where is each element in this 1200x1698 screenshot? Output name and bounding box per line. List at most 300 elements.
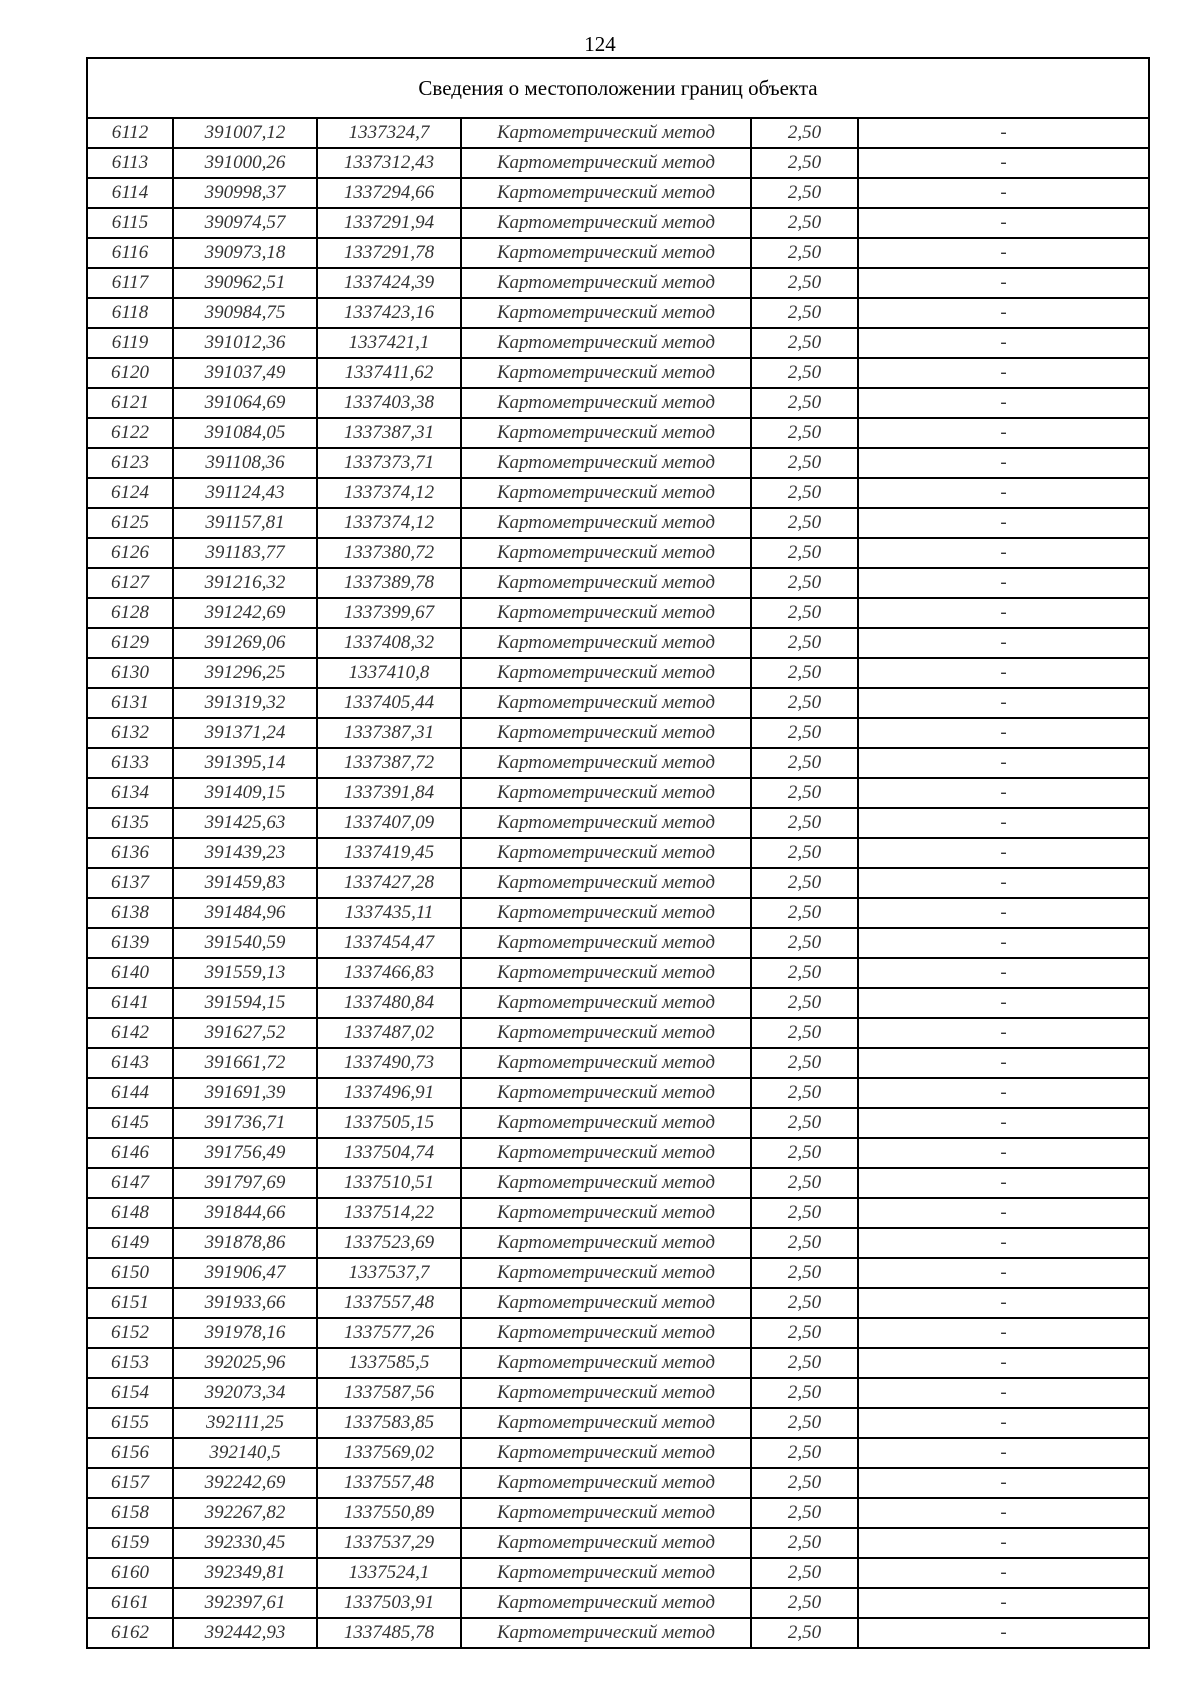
coord-x-cell: 390973,18: [173, 238, 317, 268]
table-row: [87, 388, 1149, 418]
error-cell: 2,50: [751, 148, 858, 178]
table-row: [87, 1378, 1149, 1408]
coord-x-cell: 391797,69: [173, 1168, 317, 1198]
table-row: [87, 1318, 1149, 1348]
table-row: [87, 1258, 1149, 1288]
table-row: [87, 1078, 1149, 1108]
note-cell: -: [858, 208, 1149, 238]
error-cell: 2,50: [751, 478, 858, 508]
table-row: [87, 868, 1149, 898]
coord-y-cell: 1337557,48: [317, 1468, 461, 1498]
table-row: [87, 448, 1149, 478]
table-row: [87, 478, 1149, 508]
table-row: [87, 1138, 1149, 1168]
method-cell: Картометрический метод: [461, 1468, 751, 1498]
error-cell: 2,50: [751, 808, 858, 838]
error-cell: 2,50: [751, 1498, 858, 1528]
table-row: [87, 838, 1149, 868]
table-title-row: [87, 58, 1149, 118]
table-row: [87, 568, 1149, 598]
method-cell: Картометрический метод: [461, 838, 751, 868]
point-number-cell: 6114: [87, 178, 173, 208]
point-number-cell: 6128: [87, 598, 173, 628]
point-number-cell: 6142: [87, 1018, 173, 1048]
coord-y-cell: 1337324,7: [317, 118, 461, 148]
table-row: [87, 748, 1149, 778]
note-cell: -: [858, 1048, 1149, 1078]
coord-y-cell: 1337312,43: [317, 148, 461, 178]
error-cell: 2,50: [751, 1198, 858, 1228]
coord-y-cell: 1337380,72: [317, 538, 461, 568]
table-row: [87, 1198, 1149, 1228]
table-row: [87, 1288, 1149, 1318]
point-number-cell: 6154: [87, 1378, 173, 1408]
note-cell: -: [858, 778, 1149, 808]
coord-y-cell: 1337424,39: [317, 268, 461, 298]
note-cell: -: [858, 718, 1149, 748]
coord-x-cell: 391319,32: [173, 688, 317, 718]
method-cell: Картометрический метод: [461, 1498, 751, 1528]
table-row: [87, 778, 1149, 808]
table-title: Сведения о местоположении границ объекта: [87, 58, 1149, 118]
note-cell: -: [858, 328, 1149, 358]
point-number-cell: 6137: [87, 868, 173, 898]
coord-y-cell: 1337537,29: [317, 1528, 461, 1558]
coord-y-cell: 1337485,78: [317, 1618, 461, 1648]
coord-x-cell: 391108,36: [173, 448, 317, 478]
coord-x-cell: 392330,45: [173, 1528, 317, 1558]
table-row: [87, 928, 1149, 958]
point-number-cell: 6115: [87, 208, 173, 238]
coord-y-cell: 1337514,22: [317, 1198, 461, 1228]
error-cell: 2,50: [751, 688, 858, 718]
note-cell: -: [858, 1618, 1149, 1648]
note-cell: -: [858, 238, 1149, 268]
note-cell: -: [858, 688, 1149, 718]
error-cell: 2,50: [751, 328, 858, 358]
method-cell: Картометрический метод: [461, 568, 751, 598]
coord-x-cell: 391627,52: [173, 1018, 317, 1048]
table-row: [87, 598, 1149, 628]
error-cell: 2,50: [751, 1408, 858, 1438]
method-cell: Картометрический метод: [461, 958, 751, 988]
error-cell: 2,50: [751, 988, 858, 1018]
error-cell: 2,50: [751, 928, 858, 958]
point-number-cell: 6116: [87, 238, 173, 268]
error-cell: 2,50: [751, 1528, 858, 1558]
coord-x-cell: 391216,32: [173, 568, 317, 598]
coord-x-cell: 391594,15: [173, 988, 317, 1018]
coord-x-cell: 392025,96: [173, 1348, 317, 1378]
note-cell: -: [858, 1588, 1149, 1618]
point-number-cell: 6130: [87, 658, 173, 688]
method-cell: Картометрический метод: [461, 1018, 751, 1048]
note-cell: -: [858, 1318, 1149, 1348]
point-number-cell: 6140: [87, 958, 173, 988]
coord-x-cell: 391395,14: [173, 748, 317, 778]
table-row: [87, 178, 1149, 208]
method-cell: Картометрический метод: [461, 1588, 751, 1618]
point-number-cell: 6133: [87, 748, 173, 778]
coord-x-cell: 391878,86: [173, 1228, 317, 1258]
coord-x-cell: 391978,16: [173, 1318, 317, 1348]
method-cell: Картометрический метод: [461, 1618, 751, 1648]
coord-y-cell: 1337435,11: [317, 898, 461, 928]
table-row: [87, 1108, 1149, 1138]
point-number-cell: 6146: [87, 1138, 173, 1168]
coord-x-cell: 392442,93: [173, 1618, 317, 1648]
note-cell: -: [858, 478, 1149, 508]
table-row: [87, 268, 1149, 298]
coord-x-cell: 391756,49: [173, 1138, 317, 1168]
method-cell: Картометрический метод: [461, 928, 751, 958]
table-row: [87, 1408, 1149, 1438]
coord-x-cell: 391844,66: [173, 1198, 317, 1228]
error-cell: 2,50: [751, 1558, 858, 1588]
method-cell: Картометрический метод: [461, 418, 751, 448]
coord-y-cell: 1337503,91: [317, 1588, 461, 1618]
point-number-cell: 6156: [87, 1438, 173, 1468]
table-row: [87, 1228, 1149, 1258]
coord-x-cell: 391037,49: [173, 358, 317, 388]
coord-x-cell: 391000,26: [173, 148, 317, 178]
method-cell: Картометрический метод: [461, 778, 751, 808]
coord-x-cell: 391183,77: [173, 538, 317, 568]
error-cell: 2,50: [751, 838, 858, 868]
note-cell: -: [858, 1438, 1149, 1468]
coord-y-cell: 1337490,73: [317, 1048, 461, 1078]
point-number-cell: 6155: [87, 1408, 173, 1438]
coord-x-cell: 391269,06: [173, 628, 317, 658]
coord-x-cell: 390962,51: [173, 268, 317, 298]
method-cell: Картометрический метод: [461, 1198, 751, 1228]
coord-y-cell: 1337419,45: [317, 838, 461, 868]
coord-x-cell: 391459,83: [173, 868, 317, 898]
method-cell: Картометрический метод: [461, 1228, 751, 1258]
method-cell: Картометрический метод: [461, 208, 751, 238]
table-row: [87, 808, 1149, 838]
point-number-cell: 6122: [87, 418, 173, 448]
coord-y-cell: 1337569,02: [317, 1438, 461, 1468]
point-number-cell: 6120: [87, 358, 173, 388]
coord-x-cell: 391933,66: [173, 1288, 317, 1318]
coord-y-cell: 1337550,89: [317, 1498, 461, 1528]
method-cell: Картометрический метод: [461, 148, 751, 178]
error-cell: 2,50: [751, 1078, 858, 1108]
coord-y-cell: 1337427,28: [317, 868, 461, 898]
coord-y-cell: 1337294,66: [317, 178, 461, 208]
point-number-cell: 6161: [87, 1588, 173, 1618]
method-cell: Картометрический метод: [461, 1138, 751, 1168]
method-cell: Картометрический метод: [461, 388, 751, 418]
note-cell: -: [858, 658, 1149, 688]
error-cell: 2,50: [751, 1018, 858, 1048]
error-cell: 2,50: [751, 628, 858, 658]
method-cell: Картометрический метод: [461, 598, 751, 628]
method-cell: Картометрический метод: [461, 868, 751, 898]
table-row: [87, 1438, 1149, 1468]
point-number-cell: 6162: [87, 1618, 173, 1648]
note-cell: -: [858, 808, 1149, 838]
coord-x-cell: 391157,81: [173, 508, 317, 538]
coord-x-cell: 391425,63: [173, 808, 317, 838]
point-number-cell: 6159: [87, 1528, 173, 1558]
note-cell: -: [858, 1288, 1149, 1318]
note-cell: -: [858, 748, 1149, 778]
point-number-cell: 6152: [87, 1318, 173, 1348]
note-cell: -: [858, 1138, 1149, 1168]
coord-x-cell: 391124,43: [173, 478, 317, 508]
coord-x-cell: 392267,82: [173, 1498, 317, 1528]
point-number-cell: 6124: [87, 478, 173, 508]
coord-y-cell: 1337524,1: [317, 1558, 461, 1588]
note-cell: -: [858, 358, 1149, 388]
point-number-cell: 6150: [87, 1258, 173, 1288]
table-row: [87, 1048, 1149, 1078]
error-cell: 2,50: [751, 1348, 858, 1378]
error-cell: 2,50: [751, 538, 858, 568]
table-row: [87, 658, 1149, 688]
error-cell: 2,50: [751, 598, 858, 628]
note-cell: -: [858, 1168, 1149, 1198]
point-number-cell: 6123: [87, 448, 173, 478]
coord-y-cell: 1337407,09: [317, 808, 461, 838]
point-number-cell: 6121: [87, 388, 173, 418]
table-body: [87, 58, 1149, 1648]
error-cell: 2,50: [751, 1438, 858, 1468]
error-cell: 2,50: [751, 958, 858, 988]
error-cell: 2,50: [751, 358, 858, 388]
error-cell: 2,50: [751, 568, 858, 598]
point-number-cell: 6145: [87, 1108, 173, 1138]
coord-y-cell: 1337557,48: [317, 1288, 461, 1318]
note-cell: -: [858, 628, 1149, 658]
method-cell: Картометрический метод: [461, 1048, 751, 1078]
note-cell: -: [858, 178, 1149, 208]
coord-x-cell: 391691,39: [173, 1078, 317, 1108]
note-cell: -: [858, 898, 1149, 928]
note-cell: -: [858, 1108, 1149, 1138]
note-cell: -: [858, 298, 1149, 328]
error-cell: 2,50: [751, 178, 858, 208]
point-number-cell: 6148: [87, 1198, 173, 1228]
point-number-cell: 6113: [87, 148, 173, 178]
method-cell: Картометрический метод: [461, 718, 751, 748]
note-cell: -: [858, 868, 1149, 898]
point-number-cell: 6147: [87, 1168, 173, 1198]
coord-y-cell: 1337291,94: [317, 208, 461, 238]
table-row: [87, 418, 1149, 448]
point-number-cell: 6158: [87, 1498, 173, 1528]
coord-y-cell: 1337403,38: [317, 388, 461, 418]
coord-y-cell: 1337577,26: [317, 1318, 461, 1348]
note-cell: -: [858, 838, 1149, 868]
note-cell: -: [858, 1228, 1149, 1258]
coord-y-cell: 1337421,1: [317, 328, 461, 358]
coord-x-cell: 392349,81: [173, 1558, 317, 1588]
method-cell: Картометрический метод: [461, 1168, 751, 1198]
point-number-cell: 6149: [87, 1228, 173, 1258]
error-cell: 2,50: [751, 1618, 858, 1648]
coord-x-cell: 391007,12: [173, 118, 317, 148]
note-cell: -: [858, 598, 1149, 628]
table-row: [87, 238, 1149, 268]
error-cell: 2,50: [751, 298, 858, 328]
table-row: [87, 628, 1149, 658]
method-cell: Картометрический метод: [461, 1438, 751, 1468]
method-cell: Картометрический метод: [461, 628, 751, 658]
note-cell: -: [858, 958, 1149, 988]
method-cell: Картометрический метод: [461, 658, 751, 688]
point-number-cell: 6117: [87, 268, 173, 298]
error-cell: 2,50: [751, 508, 858, 538]
method-cell: Картометрический метод: [461, 1258, 751, 1288]
coord-x-cell: 391064,69: [173, 388, 317, 418]
coord-x-cell: 392073,34: [173, 1378, 317, 1408]
table-row: [87, 898, 1149, 928]
error-cell: 2,50: [751, 868, 858, 898]
coord-x-cell: 391540,59: [173, 928, 317, 958]
note-cell: -: [858, 1468, 1149, 1498]
table-row: [87, 718, 1149, 748]
note-cell: -: [858, 118, 1149, 148]
point-number-cell: 6153: [87, 1348, 173, 1378]
note-cell: -: [858, 928, 1149, 958]
point-number-cell: 6143: [87, 1048, 173, 1078]
error-cell: 2,50: [751, 1228, 858, 1258]
error-cell: 2,50: [751, 718, 858, 748]
error-cell: 2,50: [751, 1378, 858, 1408]
coord-x-cell: 392242,69: [173, 1468, 317, 1498]
error-cell: 2,50: [751, 118, 858, 148]
coord-x-cell: 391084,05: [173, 418, 317, 448]
table-row: [87, 328, 1149, 358]
table-row: [87, 298, 1149, 328]
error-cell: 2,50: [751, 1108, 858, 1138]
note-cell: -: [858, 448, 1149, 478]
method-cell: Картометрический метод: [461, 358, 751, 388]
method-cell: Картометрический метод: [461, 178, 751, 208]
error-cell: 2,50: [751, 778, 858, 808]
point-number-cell: 6129: [87, 628, 173, 658]
coord-y-cell: 1337505,15: [317, 1108, 461, 1138]
coord-y-cell: 1337387,31: [317, 718, 461, 748]
coord-x-cell: 391012,36: [173, 328, 317, 358]
coord-y-cell: 1337504,74: [317, 1138, 461, 1168]
method-cell: Картометрический метод: [461, 988, 751, 1018]
coord-y-cell: 1337587,56: [317, 1378, 461, 1408]
method-cell: Картометрический метод: [461, 898, 751, 928]
note-cell: -: [858, 148, 1149, 178]
note-cell: -: [858, 568, 1149, 598]
coord-x-cell: 391242,69: [173, 598, 317, 628]
coord-y-cell: 1337410,8: [317, 658, 461, 688]
table-row: [87, 688, 1149, 718]
method-cell: Картометрический метод: [461, 1558, 751, 1588]
point-number-cell: 6126: [87, 538, 173, 568]
table-row: [87, 988, 1149, 1018]
point-number-cell: 6132: [87, 718, 173, 748]
point-number-cell: 6151: [87, 1288, 173, 1318]
coord-y-cell: 1337523,69: [317, 1228, 461, 1258]
table-row: [87, 1618, 1149, 1648]
error-cell: 2,50: [751, 898, 858, 928]
note-cell: -: [858, 1378, 1149, 1408]
method-cell: Картометрический метод: [461, 1378, 751, 1408]
table-row: [87, 358, 1149, 388]
error-cell: 2,50: [751, 1168, 858, 1198]
point-number-cell: 6136: [87, 838, 173, 868]
point-number-cell: 6131: [87, 688, 173, 718]
coord-x-cell: 391296,25: [173, 658, 317, 688]
coord-y-cell: 1337454,47: [317, 928, 461, 958]
note-cell: -: [858, 1348, 1149, 1378]
coord-x-cell: 391559,13: [173, 958, 317, 988]
table-row: [87, 1528, 1149, 1558]
point-number-cell: 6134: [87, 778, 173, 808]
note-cell: -: [858, 1408, 1149, 1438]
error-cell: 2,50: [751, 448, 858, 478]
method-cell: Картометрический метод: [461, 238, 751, 268]
coord-y-cell: 1337387,31: [317, 418, 461, 448]
coord-x-cell: 392111,25: [173, 1408, 317, 1438]
coord-x-cell: 391736,71: [173, 1108, 317, 1138]
table-row: [87, 1348, 1149, 1378]
method-cell: Картометрический метод: [461, 1408, 751, 1438]
point-number-cell: 6157: [87, 1468, 173, 1498]
method-cell: Картометрический метод: [461, 748, 751, 778]
coord-y-cell: 1337480,84: [317, 988, 461, 1018]
error-cell: 2,50: [751, 1138, 858, 1168]
method-cell: Картометрический метод: [461, 1288, 751, 1318]
coord-y-cell: 1337585,5: [317, 1348, 461, 1378]
method-cell: Картометрический метод: [461, 268, 751, 298]
table-row: [87, 1558, 1149, 1588]
coord-x-cell: 391409,15: [173, 778, 317, 808]
error-cell: 2,50: [751, 1288, 858, 1318]
coord-y-cell: 1337411,62: [317, 358, 461, 388]
method-cell: Картометрический метод: [461, 1528, 751, 1558]
method-cell: Картометрический метод: [461, 1348, 751, 1378]
error-cell: 2,50: [751, 1048, 858, 1078]
method-cell: Картометрический метод: [461, 118, 751, 148]
error-cell: 2,50: [751, 238, 858, 268]
note-cell: -: [858, 388, 1149, 418]
error-cell: 2,50: [751, 1468, 858, 1498]
point-number-cell: 6127: [87, 568, 173, 598]
point-number-cell: 6135: [87, 808, 173, 838]
note-cell: -: [858, 1258, 1149, 1288]
page-number: 124: [584, 32, 616, 56]
coord-y-cell: 1337399,67: [317, 598, 461, 628]
table-row: [87, 1468, 1149, 1498]
point-number-cell: 6141: [87, 988, 173, 1018]
table-row: [87, 208, 1149, 238]
coord-y-cell: 1337387,72: [317, 748, 461, 778]
method-cell: Картометрический метод: [461, 1108, 751, 1138]
method-cell: Картометрический метод: [461, 1318, 751, 1348]
method-cell: Картометрический метод: [461, 508, 751, 538]
error-cell: 2,50: [751, 748, 858, 778]
coord-x-cell: 391439,23: [173, 838, 317, 868]
point-number-cell: 6118: [87, 298, 173, 328]
coord-y-cell: 1337391,84: [317, 778, 461, 808]
error-cell: 2,50: [751, 418, 858, 448]
method-cell: Картометрический метод: [461, 808, 751, 838]
coord-y-cell: 1337496,91: [317, 1078, 461, 1108]
table-row: [87, 118, 1149, 148]
point-number-cell: 6144: [87, 1078, 173, 1108]
